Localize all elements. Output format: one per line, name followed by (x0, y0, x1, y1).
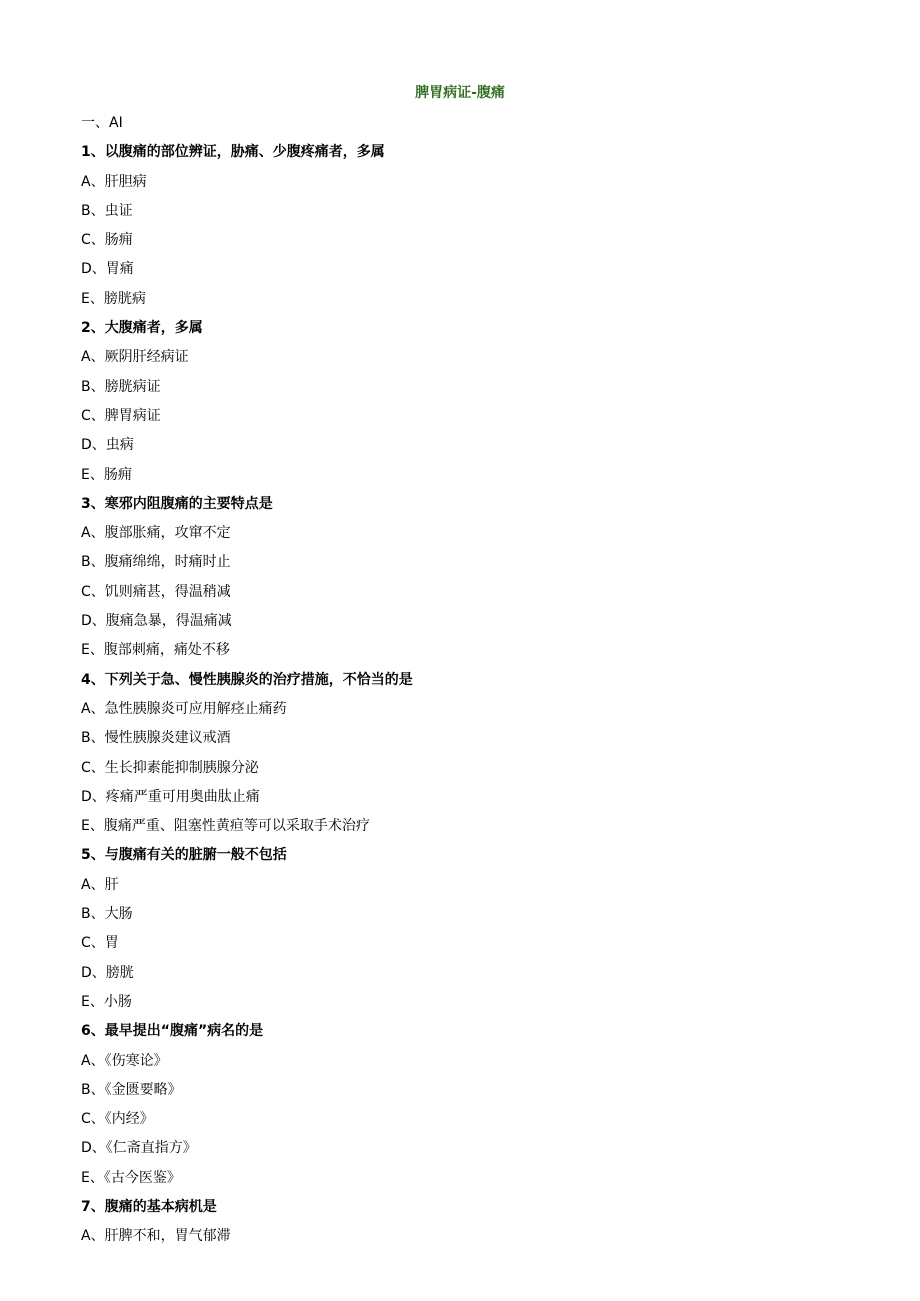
question-block (81, 670, 841, 846)
answer-option: D、膀胱 (81, 964, 134, 981)
answer-option: B、腹痛绵绵，时痛时止 (81, 554, 231, 571)
question-block (81, 142, 841, 318)
answer-option: C、《内经》 (81, 1111, 154, 1128)
answer-option: C、胃 (81, 935, 119, 952)
question-stem: 2、大腹痛者，多属 (81, 320, 203, 337)
question-stem: 1、以腹痛的部位辨证，胁痛、少腹疼痛者，多属 (81, 144, 385, 161)
question-block (81, 494, 841, 670)
answer-option: A、腹部胀痛，攻窜不定 (81, 525, 231, 542)
answer-option: D、胃痛 (81, 261, 134, 278)
question-stem: 4、下列关于急、慢性胰腺炎的治疗措施，不恰当的是 (81, 671, 413, 688)
answer-option: E、腹痛严重、阻塞性黄疸等可以采取手术治疗 (81, 818, 370, 835)
question-block (81, 1197, 841, 1256)
answer-option: B、慢性胰腺炎建议戒酒 (81, 730, 231, 747)
answer-option: A、《伤寒论》 (81, 1052, 168, 1069)
answer-option: A、肝 (81, 876, 119, 893)
answer-option: D、腹痛急暴，得温痛减 (81, 613, 232, 630)
answer-option: A、肝脾不和，胃气郁滞 (81, 1228, 231, 1245)
answer-option: B、膀胱病证 (81, 378, 161, 395)
answer-option: A、肝胆病 (81, 173, 147, 190)
question-stem: 5、与腹痛有关的脏腑一般不包括 (81, 847, 287, 864)
answer-option: C、饥则痛甚，得温稍减 (81, 583, 231, 600)
answer-option: E、小肠 (81, 993, 132, 1010)
section-heading: 一、AI (81, 115, 123, 131)
question-block (81, 318, 841, 494)
answer-option: E、《古今医鉴》 (81, 1169, 181, 1186)
answer-option: D、《仁斋直指方》 (81, 1140, 197, 1157)
document-title: 脾胃病证-腹痛 (415, 85, 505, 101)
answer-option: E、腹部刺痛，痛处不移 (81, 642, 230, 659)
answer-option: D、虫病 (81, 437, 134, 454)
answer-option: B、虫证 (81, 202, 133, 219)
question-block (81, 1021, 841, 1197)
question-stem: 3、寒邪内阻腹痛的主要特点是 (81, 495, 273, 512)
question-block (81, 845, 841, 1021)
answer-option: E、肠痈 (81, 466, 132, 483)
answer-option: A、急性胰腺炎可应用解痉止痛药 (81, 700, 287, 717)
document-body (81, 113, 841, 1256)
answer-option: C、脾胃病证 (81, 407, 161, 424)
answer-option: D、疼痛严重可用奥曲肽止痛 (81, 788, 260, 805)
answer-option: E、膀胱病 (81, 290, 146, 307)
question-stem: 6、最早提出“腹痛”病名的是 (81, 1023, 264, 1040)
answer-option: B、大肠 (81, 906, 133, 923)
answer-option: B、《金匮要略》 (81, 1081, 182, 1098)
answer-option: A、厥阴肝经病证 (81, 349, 189, 366)
answer-option: C、肠痈 (81, 232, 133, 249)
answer-option: C、生长抑素能抑制胰腺分泌 (81, 759, 259, 776)
question-stem: 7、腹痛的基本病机是 (81, 1198, 217, 1215)
